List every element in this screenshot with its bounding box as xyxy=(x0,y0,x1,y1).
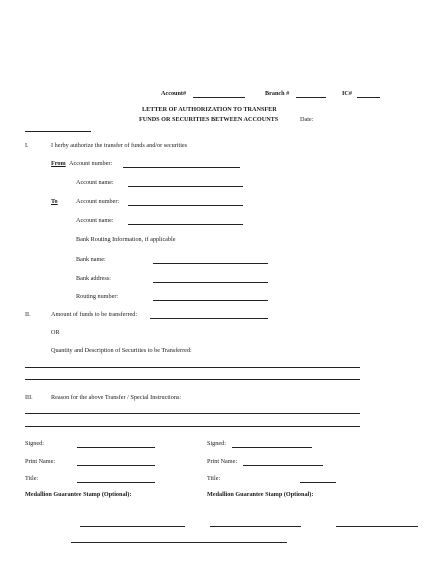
title-line-1: LETTER OF AUTHORIZATION TO TRANSFER xyxy=(142,106,277,113)
reason-line-2[interactable] xyxy=(25,426,360,427)
quantity-label: Quantity and Description of Securities to be Transferred: xyxy=(51,347,192,354)
bottom-line[interactable] xyxy=(71,542,287,543)
account-label: Account# xyxy=(161,90,187,97)
bank-address-field[interactable] xyxy=(153,282,268,283)
securities-line-1[interactable] xyxy=(25,367,360,368)
section-2-numeral: II. xyxy=(25,311,31,318)
reason-line-1[interactable] xyxy=(25,413,360,414)
amount-field[interactable] xyxy=(150,318,268,319)
date-field[interactable] xyxy=(25,131,91,132)
left-title-label: Title: xyxy=(25,475,39,482)
branch-field[interactable] xyxy=(296,97,326,98)
ic-field[interactable] xyxy=(357,97,380,98)
right-title-label: Title: xyxy=(207,475,221,482)
from-account-number-label: Account number: xyxy=(69,160,113,167)
bank-name-field[interactable] xyxy=(153,263,268,264)
title-line-2: FUNDS OR SECURITIES BETWEEN ACCOUNTS xyxy=(139,116,279,123)
routing-heading: Bank Routing Information, if applicable xyxy=(76,236,176,243)
right-print-name-field[interactable] xyxy=(243,465,323,466)
reason-label: Reason for the above Transfer / Special Instructions: xyxy=(51,394,182,401)
left-print-name-field[interactable] xyxy=(77,465,155,466)
right-print-name-label: Print Name: xyxy=(207,458,238,465)
left-signed-field[interactable] xyxy=(77,447,155,448)
to-account-name-label: Account name: xyxy=(76,217,114,224)
amount-label: Amount of funds to be transferred: xyxy=(51,311,138,318)
right-signed-field[interactable] xyxy=(232,447,312,448)
right-signed-label: Signed: xyxy=(207,440,226,447)
from-account-name-label: Account name: xyxy=(76,179,114,186)
securities-line-2[interactable] xyxy=(25,379,360,380)
section-3-numeral: III. xyxy=(25,394,33,401)
left-title-field[interactable] xyxy=(77,482,155,483)
or-label: OR xyxy=(51,329,60,336)
right-stamp-label: Medallion Guarantee Stamp (Optional): xyxy=(207,491,314,498)
ic-label: IC# xyxy=(342,90,352,97)
left-signed-label: Signed: xyxy=(25,440,44,447)
left-stamp-label: Medallion Guarantee Stamp (Optional): xyxy=(25,491,132,498)
date-label: Date: xyxy=(300,116,314,123)
stamp-line-middle[interactable] xyxy=(210,526,301,527)
stamp-line-left[interactable] xyxy=(80,526,185,527)
left-print-name-label: Print Name: xyxy=(25,458,56,465)
bank-name-label: Bank name: xyxy=(76,256,106,263)
from-account-number-field[interactable] xyxy=(123,167,240,168)
to-account-number-label: Account number: xyxy=(76,198,120,205)
section-1-numeral: I. xyxy=(25,142,29,149)
right-title-field[interactable] xyxy=(300,482,336,483)
to-label: To xyxy=(51,198,58,205)
stamp-line-right[interactable] xyxy=(336,526,418,527)
branch-label: Branch # xyxy=(265,90,290,97)
from-account-name-field[interactable] xyxy=(128,186,243,187)
from-label: From xyxy=(51,160,66,167)
to-account-name-field[interactable] xyxy=(128,224,243,225)
authorize-text: I herby authorize the transfer of funds and/or securities xyxy=(51,142,188,149)
routing-number-label: Routing number: xyxy=(76,293,119,300)
account-field[interactable] xyxy=(193,97,245,98)
routing-number-field[interactable] xyxy=(153,300,268,301)
bank-address-label: Bank address: xyxy=(76,275,111,282)
to-account-number-field[interactable] xyxy=(128,205,243,206)
